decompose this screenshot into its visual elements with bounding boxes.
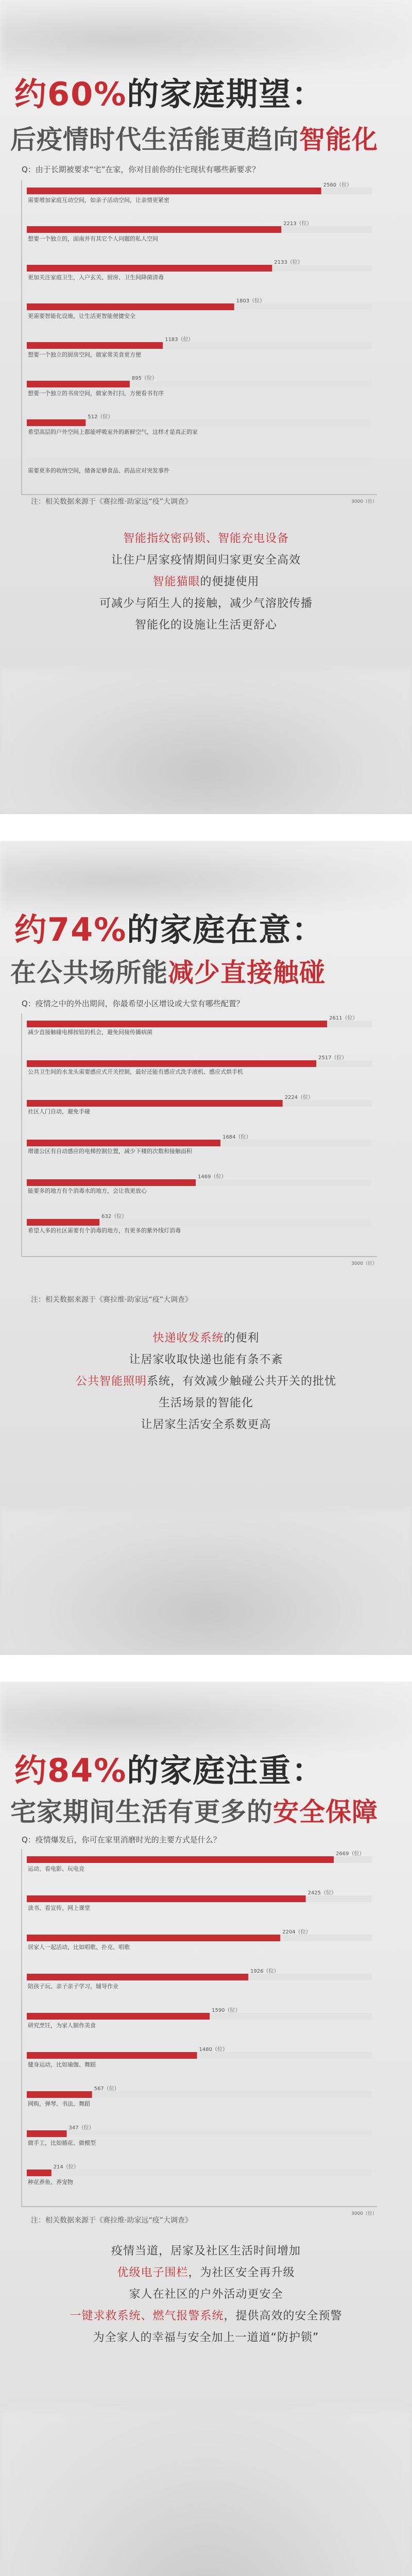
summary-text-segment: 的便利 bbox=[224, 1332, 260, 1345]
bar bbox=[27, 1179, 196, 1186]
bar-category-label: 减少直接触碰电梯按钮的机会，避免间接传播病菌 bbox=[28, 1029, 152, 1036]
bar bbox=[27, 1935, 280, 1941]
bar-category-label: 网购，弹琴、书法、舞蹈 bbox=[28, 2100, 90, 2107]
bar bbox=[27, 226, 281, 233]
bar-value-label: 2560（位） bbox=[323, 182, 352, 188]
headline-percent: 约74% bbox=[14, 911, 127, 948]
subheadline-text: 后疫情时代生活能更趋向 bbox=[10, 125, 299, 155]
survey-question: Q：疫情爆发后，你可在家里消磨时光的主要方式是什么？ bbox=[22, 1835, 221, 1844]
bar bbox=[27, 303, 234, 310]
bar-category-label: 希望高层的户外空间上都能呼吸室外的新鲜空气，这样才是真正的家 bbox=[28, 429, 198, 435]
bar-category-label: 更加关注家庭卫生，入户玄关、厨房、卫生间降菌清毒 bbox=[28, 274, 164, 281]
summary-text-segment: ，为社区安全再升级 bbox=[188, 2266, 295, 2279]
summary-line bbox=[31, 1371, 381, 1393]
bar-category-label: 想要一个独立的，面南并有其它个人问题的私人空间 bbox=[28, 235, 158, 242]
blurred-footer-area bbox=[0, 2411, 412, 2576]
headline-text: 的家庭在意： bbox=[127, 911, 325, 948]
bar-chart-pastimes bbox=[0, 1682, 412, 2496]
bar-value-label: 1480（位） bbox=[199, 2047, 228, 2053]
headline-percent: 约84% bbox=[14, 1752, 127, 1789]
bar-category-label: 研究烹饪，为家人制作美食 bbox=[28, 2022, 96, 2029]
bar-value-label: 347（位） bbox=[68, 2125, 94, 2131]
bar-value-label: 2133（位） bbox=[274, 260, 303, 265]
headline-text: 的家庭期望： bbox=[127, 75, 325, 113]
bar-category-label: 运动、看电影、玩电竞 bbox=[28, 1866, 84, 1872]
bar bbox=[27, 1974, 248, 1980]
summary-text-segment: 生活场景的智能化 bbox=[158, 1397, 253, 1410]
bar-category-label: 做手工，比如插花、做模型 bbox=[28, 2140, 96, 2146]
bar bbox=[27, 2130, 66, 2137]
summary-line bbox=[31, 2327, 381, 2349]
bar-category-label: 想要一个独立的厨房空间，做家常美食更方便 bbox=[28, 351, 141, 358]
bar-category-label: 陪孩子玩、亲子亲子学习，辅导作业 bbox=[28, 1983, 118, 1990]
headline-percent: 约60% bbox=[14, 75, 127, 113]
bar bbox=[27, 419, 85, 426]
panel-divider bbox=[0, 814, 412, 841]
summary-line bbox=[31, 1414, 381, 1436]
bar-category-label: 种花养鱼、养宠物 bbox=[28, 2179, 73, 2185]
bar-value-label: 632（位） bbox=[101, 1214, 127, 1219]
subheadline-text: 在公共场所能 bbox=[10, 958, 168, 988]
bar-value-label: 2204（位） bbox=[282, 1929, 311, 1935]
summary-text-segment: 家人在社区的户外活动更安全 bbox=[129, 2288, 283, 2301]
summary-line bbox=[31, 2284, 381, 2306]
bar-category-label: 更需要智能化设施，让生活更智能便捷安全 bbox=[28, 313, 135, 319]
bar bbox=[27, 2013, 210, 2020]
summary-text-segment: 疫情当道，居家及社区生活时间增加 bbox=[111, 2245, 301, 2258]
subheadline-highlight: 安全保障 bbox=[273, 1797, 378, 1827]
bar-value-label: 2425（位） bbox=[307, 1890, 337, 1896]
summary-text-segment: 智能化的设施让生活更舒心 bbox=[134, 619, 277, 632]
bar-value-label: 1590（位） bbox=[212, 2008, 241, 2013]
summary-line bbox=[31, 1393, 381, 1414]
x-axis-max-label: 3000（位） bbox=[351, 2211, 377, 2216]
bar bbox=[27, 2170, 52, 2176]
summary-text bbox=[31, 2241, 381, 2349]
data-source-note: 注：相关数据来源于《赛拉维·助家远“疫”大调查》 bbox=[31, 498, 192, 506]
summary-line bbox=[31, 593, 381, 615]
blurred-footer-area bbox=[0, 670, 412, 814]
bar bbox=[27, 2091, 92, 2098]
panel-home-safety bbox=[0, 1682, 412, 2576]
summary-text-segment: 可减少与陌生人的接触，减少气溶胶传播 bbox=[99, 597, 313, 610]
x-axis-max-label: 3000（位） bbox=[351, 499, 377, 504]
summary-text-segment: 系统，有效减少触碰公共开关的批忧 bbox=[147, 1375, 337, 1388]
panel-divider bbox=[0, 1655, 412, 1682]
bar-category-label: 增建公区有自动感应的电梯控制位置，减少下楼的次数和接触面积 bbox=[28, 1148, 192, 1155]
summary-highlight: 公共智能照明 bbox=[75, 1375, 147, 1388]
summary-line bbox=[31, 528, 381, 550]
bar bbox=[27, 1060, 316, 1067]
summary-line bbox=[31, 2262, 381, 2284]
bar bbox=[27, 2052, 197, 2059]
bar bbox=[27, 1895, 306, 1902]
bar-value-label: 1926（位） bbox=[250, 1969, 279, 1974]
panel-smart-home bbox=[0, 0, 412, 814]
blurred-footer-area bbox=[0, 1511, 412, 1655]
bar-category-label: 公共卫生间的水龙头需要感应式开关控制，最好还能有感应式洗手液机、感应式烘手机 bbox=[28, 1069, 243, 1075]
summary-line bbox=[31, 571, 381, 593]
headline-text: 的家庭注重： bbox=[127, 1752, 325, 1789]
bar-value-label: 1183（位） bbox=[165, 337, 194, 343]
bar-value-label: 214（位） bbox=[53, 2164, 79, 2170]
x-axis-max-label: 3000（位） bbox=[351, 1261, 377, 1266]
summary-highlight: 优级电子围栏 bbox=[117, 2266, 188, 2279]
bar-category-label: 需要增加家庭互动空间，如亲子活动空间，让亲情更紧密 bbox=[28, 197, 169, 204]
summary-text-segment: 让居家生活安全系数更高 bbox=[141, 1418, 271, 1431]
bar bbox=[27, 1219, 99, 1226]
bar-value-label: 2611（位） bbox=[329, 1015, 358, 1021]
summary-line bbox=[31, 2306, 381, 2327]
bar-track bbox=[27, 2170, 372, 2176]
summary-text-segment: ，提供高效的安全预警 bbox=[224, 2310, 342, 2323]
bar-track bbox=[27, 458, 372, 465]
summary-line bbox=[31, 2241, 381, 2262]
survey-question: Q：疫情之中的外出期间，你最希望小区增设或大堂有哪些配置？ bbox=[22, 999, 244, 1008]
summary-line bbox=[31, 550, 381, 571]
summary-text bbox=[31, 1328, 381, 1436]
bar-value-label: 2517（位） bbox=[318, 1055, 347, 1061]
bar-category-label: 读书、看宣传、网上课堂 bbox=[28, 1905, 90, 1911]
bar-category-label: 希望人多的社区需要有个消毒的地方，有更多的紫外线灯消毒 bbox=[28, 1227, 181, 1234]
bar-track bbox=[27, 2130, 372, 2137]
bar-value-label: 512（位） bbox=[88, 414, 113, 420]
bar bbox=[27, 1856, 334, 1863]
summary-text-segment: 让住户居家疫情期间归家更安全高效 bbox=[111, 554, 301, 567]
bar bbox=[27, 265, 272, 272]
summary-text-segment: 的便捷使用 bbox=[200, 575, 260, 588]
bar bbox=[27, 1140, 220, 1146]
bar-value-label: 1684（位） bbox=[222, 1134, 251, 1140]
bar bbox=[27, 342, 163, 349]
summary-line bbox=[31, 615, 381, 636]
survey-question: Q：由于长期被要求“宅”在家，你对目前你的住宅现状有哪些新要求？ bbox=[22, 165, 260, 174]
bar-value-label: 567（位） bbox=[94, 2086, 119, 2092]
bar-value-label: 1469（位） bbox=[198, 1174, 227, 1180]
subheadline-text: 宅家期间生活有更多的 bbox=[10, 1797, 273, 1827]
summary-highlight: 智能猫眼 bbox=[152, 575, 200, 588]
subheadline-highlight: 智能化 bbox=[299, 125, 378, 155]
summary-text-segment: 让居家收取快递也能有条不紊 bbox=[129, 1353, 283, 1366]
bar bbox=[27, 1021, 327, 1027]
bar-category-label: 想要一个独立的书房空间，做家务打扫，方便看书有序 bbox=[28, 390, 164, 397]
summary-text-segment: 为全家人的幸福与安全加上一道道“防护锁” bbox=[93, 2331, 319, 2344]
bar-value-label: 895（位） bbox=[131, 376, 157, 381]
bar-value-label: 2213（位） bbox=[283, 221, 312, 227]
bar-value-label: 2224（位） bbox=[284, 1095, 314, 1100]
bar bbox=[27, 381, 130, 387]
bar-category-label: 社区人门自动，避免手碰 bbox=[28, 1108, 90, 1115]
bar-category-label: 能要多的地方有个消毒水的地方，会让我更放心 bbox=[28, 1188, 147, 1194]
panel-touchless-public bbox=[0, 841, 412, 1655]
summary-text bbox=[31, 528, 381, 636]
summary-highlight: 智能指纹密码锁、智能充电设备 bbox=[123, 532, 289, 545]
summary-line bbox=[31, 1328, 381, 1349]
data-source-note: 注：相关数据来源于《赛拉维·助家远“疫”大调查》 bbox=[31, 1296, 192, 1304]
bar-category-label: 健身运动，比如瑜伽、舞蹈 bbox=[28, 2061, 96, 2068]
bar-category-label: 居家人一起活动，比如唱歌、扑克、唱歌 bbox=[28, 1944, 130, 1951]
summary-line bbox=[31, 1349, 381, 1371]
subheadline-highlight: 减少直接触碰 bbox=[168, 958, 325, 988]
bar bbox=[27, 1100, 283, 1107]
bar-value-label: 2669（位） bbox=[336, 1851, 365, 1857]
bar-value-label: 1803（位） bbox=[236, 298, 265, 304]
bar-category-label: 需要更多的收纳空间，储备足够食品、药品应对突发事件 bbox=[28, 467, 169, 474]
summary-highlight: 快递收发系统 bbox=[152, 1332, 224, 1345]
bar bbox=[27, 188, 321, 194]
data-source-note: 注：相关数据来源于《赛拉维·助家远“疫”大调查》 bbox=[31, 2216, 192, 2225]
summary-highlight: 一键求救系统、燃气报警系统 bbox=[70, 2310, 224, 2323]
